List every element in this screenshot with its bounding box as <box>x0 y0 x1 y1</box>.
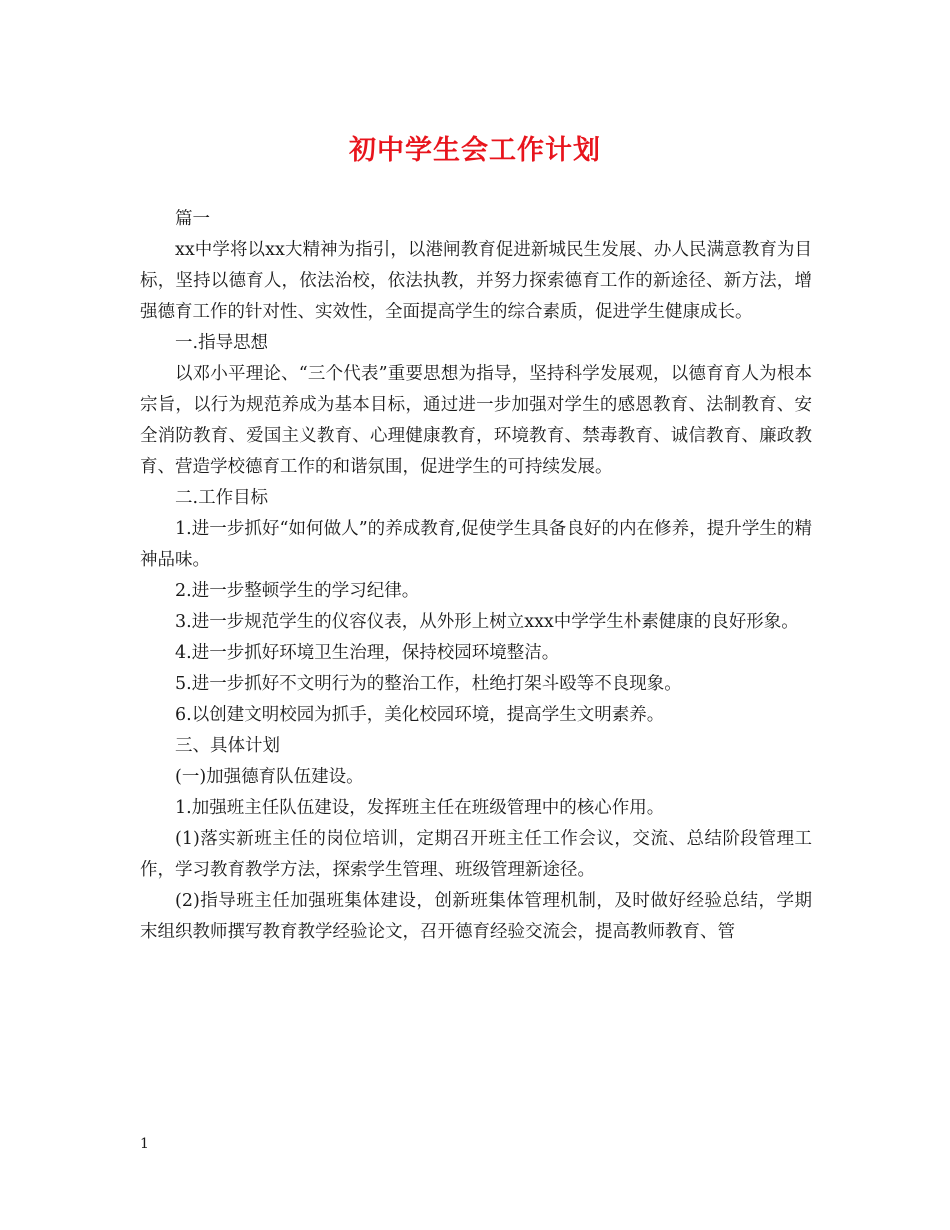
subsection-heading: (一)加强德育队伍建设。 <box>175 767 364 787</box>
paragraph: xx中学将以xx大精神为指引，以港闸教育促进新城民生发展、办人民满意教育为目标，坚持以德育人，依法治校，依法执教，并努力探索德育工作的新途径、新方法，增强德育工作的针对性、实效性，全面提高学生的综合素质，促进学生健康成长。 <box>140 240 812 322</box>
page-number: 1 <box>140 1136 149 1152</box>
list-item: 6.以创建文明校园为抓手，美化校园环境，提高学生文明素养。 <box>175 705 665 725</box>
list-item: (1)落实新班主任的岗位培训，定期召开班主任工作会议，交流、总结阶段管理工作，学习教育教学方法，探索学生管理、班级管理新途径。 <box>140 829 812 880</box>
section-heading: 二.工作目标 <box>175 488 269 508</box>
list-item: (2)指导班主任加强班集体建设，创新班集体管理机制，及时做好经验总结，学期末组织教师撰写教育教学经验论文，召开德育经验交流会，提高教师教育、管 <box>140 891 812 942</box>
section-heading: 一.指导思想 <box>175 333 269 353</box>
list-item: 2.进一步整顿学生的学习纪律。 <box>175 581 420 601</box>
section-heading: 三、具体计划 <box>175 736 280 756</box>
list-item: 1.进一步抓好“如何做人”的养成教育,促使学生具备良好的内在修养，提升学生的精神品味。 <box>140 519 812 570</box>
paragraph: 篇一 <box>175 209 210 229</box>
paragraph: 以邓小平理论、“三个代表”重要思想为指导，坚持科学发展观，以德育育人为根本宗旨，以行为规范养成为基本目标，通过进一步加强对学生的感恩教育、法制教育、安全消防教育、爱国主义教育、心理健康教育，环境教育、禁毒教育、诚信教育、廉政教育、营造学校德育工作的和谐氛围，促进学生的可持续发展。 <box>140 364 812 477</box>
list-item: 1.加强班主任队伍建设，发挥班主任在班级管理中的核心作用。 <box>175 798 665 818</box>
document-body <box>140 204 812 948</box>
list-item: 4.进一步抓好环境卫生治理，保持校园环境整洁。 <box>175 643 560 663</box>
page-title: 初中学生会工作计划 <box>349 135 601 166</box>
list-item: 3.进一步规范学生的仪容仪表，从外形上树立xxx中学学生朴素健康的良好形象。 <box>175 612 799 632</box>
list-item: 5.进一步抓好不文明行为的整治工作，杜绝打架斗殴等不良现象。 <box>175 674 682 694</box>
